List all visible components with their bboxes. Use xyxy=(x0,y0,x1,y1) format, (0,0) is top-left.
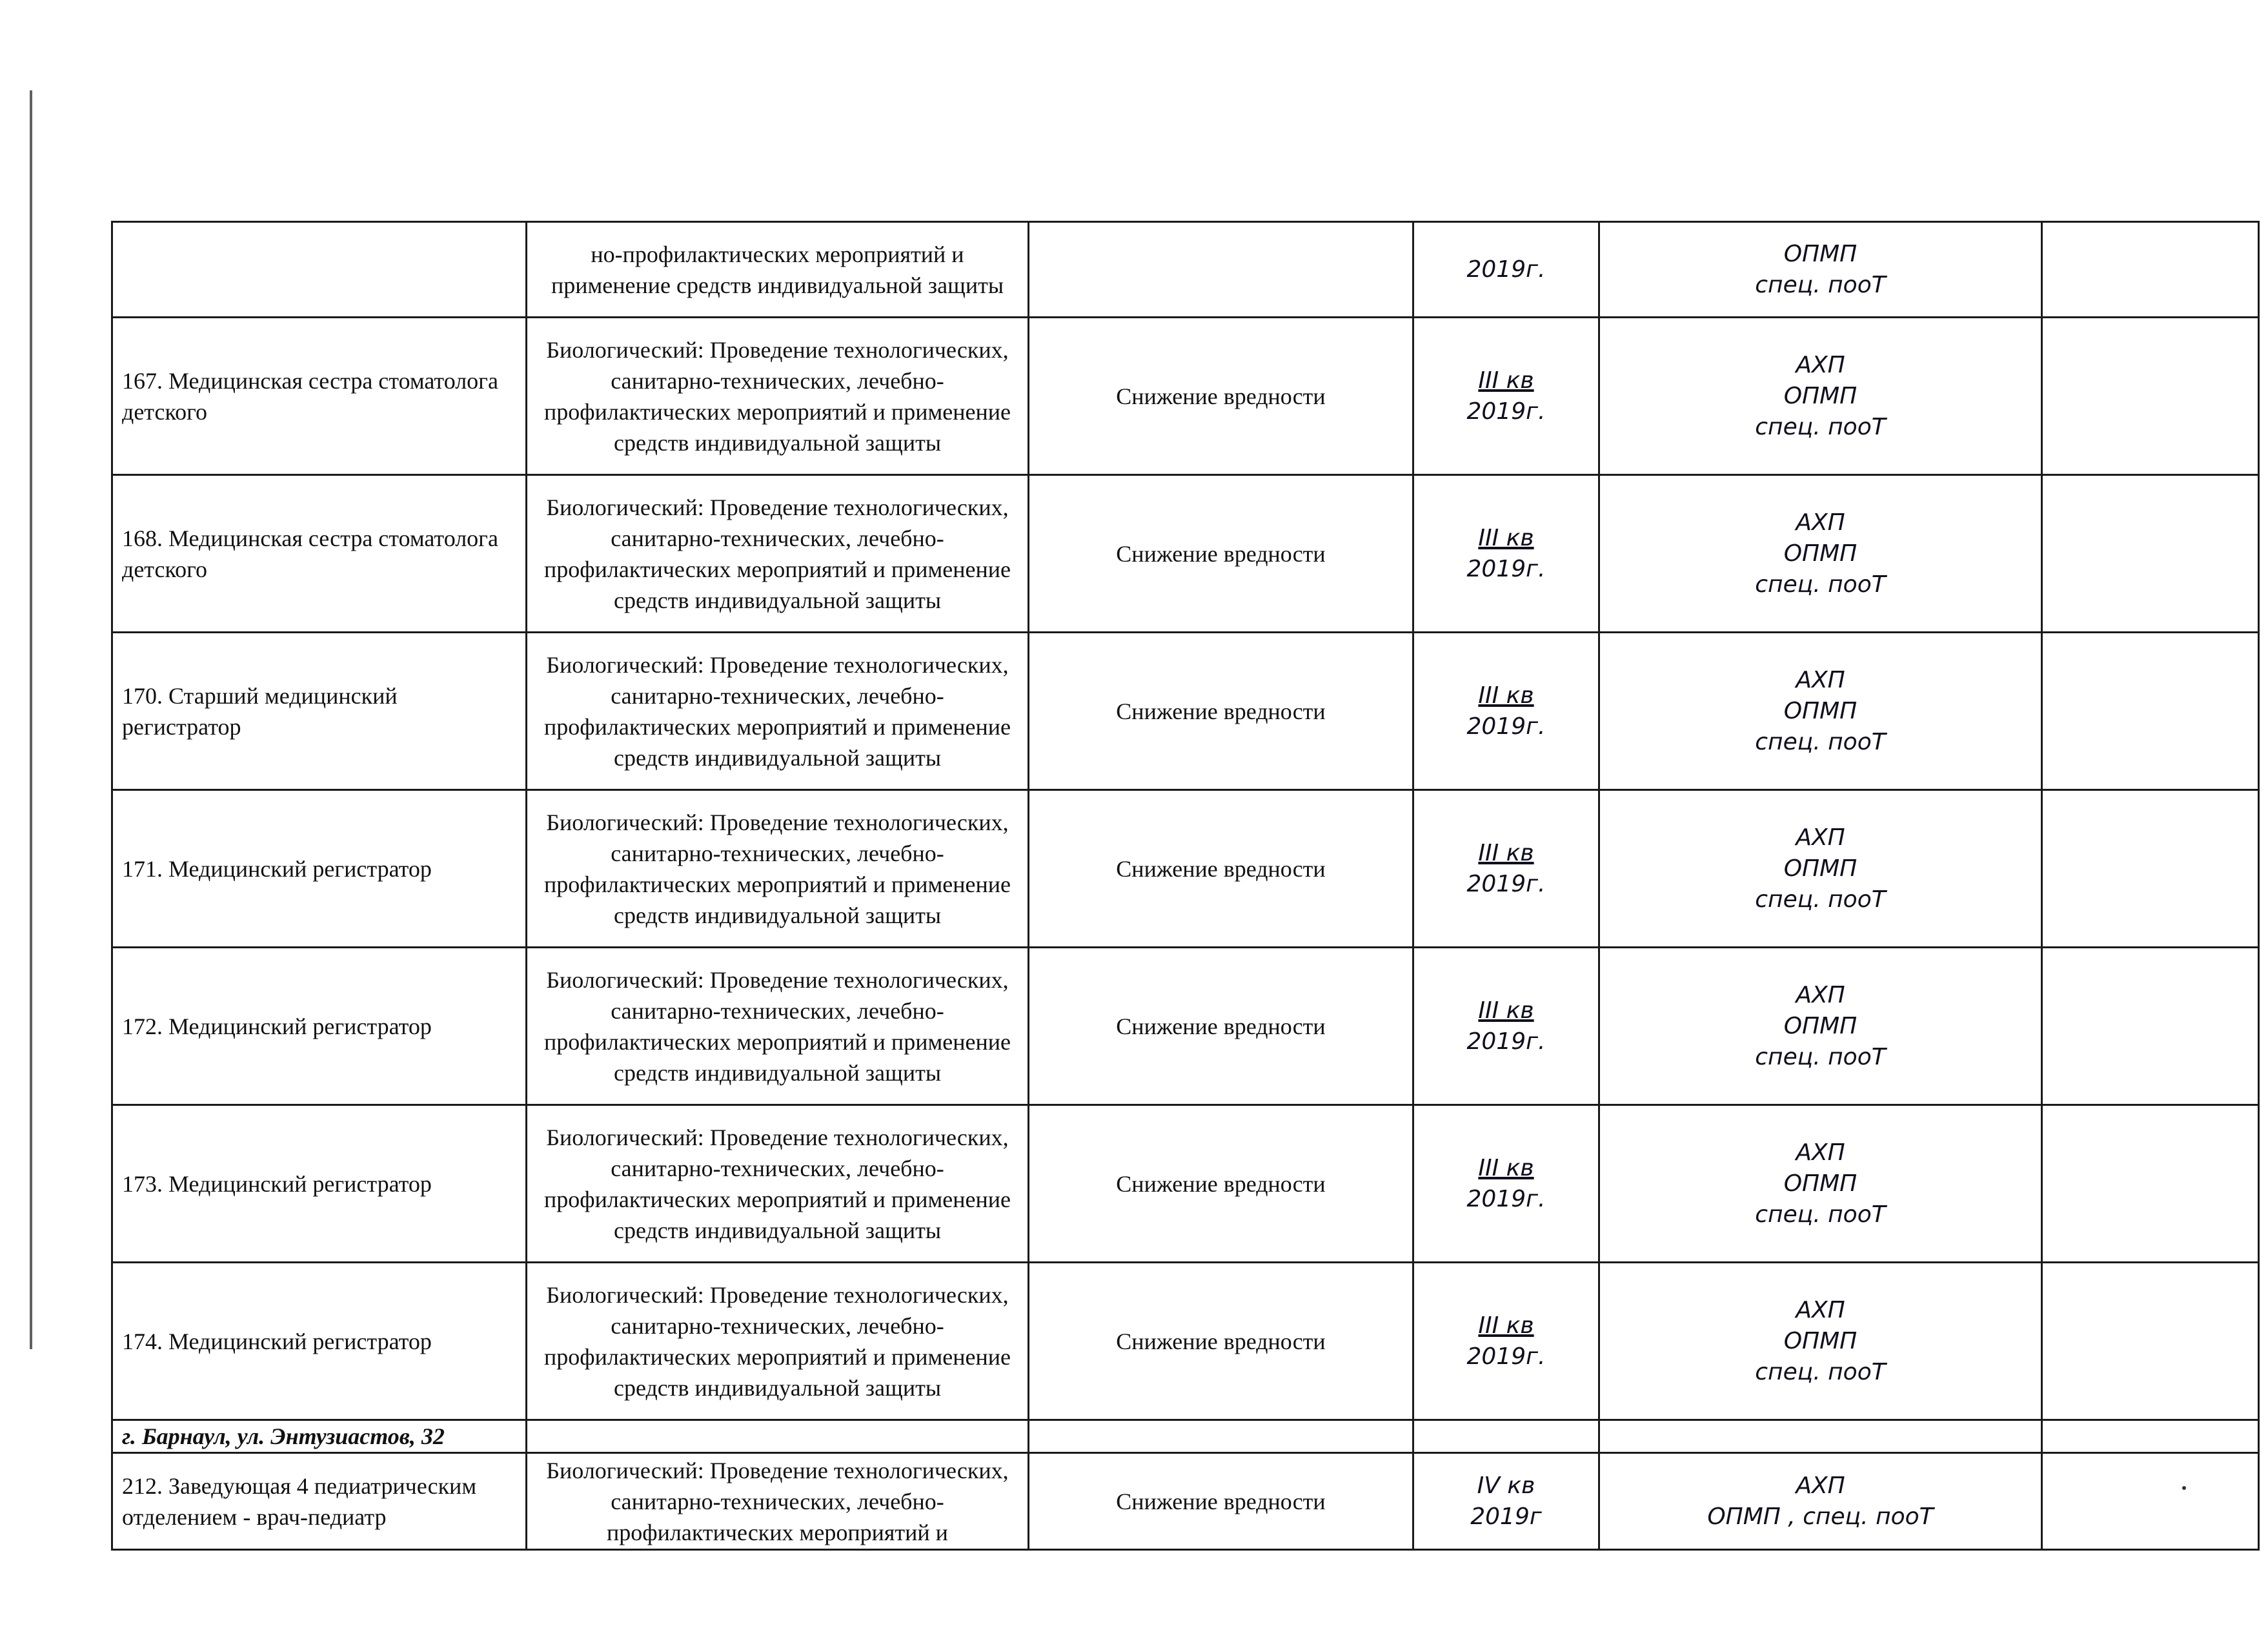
deadline-quarter: III кв xyxy=(1478,524,1534,551)
deadline-cell xyxy=(1413,1105,1599,1263)
deadline-cell xyxy=(1413,1263,1599,1420)
measure-cell: Биологический: Проведение технологических, санитарно-технических, лечебно-профилактических мероприятий и применение средств индивидуальной защиты xyxy=(527,318,1029,475)
responsible-line: ОПМП , спец. пооТ xyxy=(1707,1503,1934,1530)
deadline-year: 2019г xyxy=(1470,1503,1542,1530)
deadline-year: 2019г. xyxy=(1466,870,1546,897)
note-cell xyxy=(2042,948,2259,1105)
deadline-cell xyxy=(1413,475,1599,633)
table-row xyxy=(112,1105,2259,1263)
section-address: г. Барнаул, ул. Энтузиастов, 32 xyxy=(112,1420,527,1453)
deadline-quarter: III кв xyxy=(1478,682,1534,709)
note-cell xyxy=(2042,318,2259,475)
post-cell: 172. Медицинский регистратор xyxy=(112,948,527,1105)
goal-cell: Снижение вредности xyxy=(1029,633,1413,790)
table-row xyxy=(112,475,2259,633)
responsible-cell xyxy=(1599,1453,2042,1550)
responsible-cell xyxy=(1599,790,2042,948)
responsible-line: ОПМП xyxy=(1783,240,1858,267)
measure-cell: Биологический: Проведение технологических, санитарно-технических, лечебно-профилактических мероприятий и xyxy=(527,1453,1029,1550)
responsible-cell xyxy=(1599,318,2042,475)
responsible-line: ОПМП xyxy=(1783,540,1858,567)
post-cell: 174. Медицинский регистратор xyxy=(112,1263,527,1420)
responsible-line: ОПМП xyxy=(1783,1170,1858,1197)
responsible-cell xyxy=(1599,222,2042,318)
table-row xyxy=(112,1263,2259,1420)
note-cell xyxy=(2042,1453,2259,1550)
responsible-line: АХП xyxy=(1796,824,1845,851)
goal-cell xyxy=(1029,222,1413,318)
responsible-line: спец. пооТ xyxy=(1755,728,1886,755)
responsible-line: спец. пооТ xyxy=(1755,271,1886,298)
note-cell xyxy=(2042,1263,2259,1420)
post-cell xyxy=(112,222,527,318)
responsible-line: АХП xyxy=(1796,981,1845,1008)
responsible-line: спец. пооТ xyxy=(1755,413,1886,440)
goal-cell: Снижение вредности xyxy=(1029,948,1413,1105)
measure-cell: Биологический: Проведение технологических, санитарно-технических, лечебно-профилактических мероприятий и применение средств индивидуальной защиты xyxy=(527,633,1029,790)
responsible-line: ОПМП xyxy=(1783,382,1858,409)
section-empty-cell xyxy=(1029,1420,1413,1453)
responsible-line: АХП xyxy=(1796,666,1845,693)
responsible-line: ОПМП xyxy=(1783,697,1858,724)
deadline-cell xyxy=(1413,633,1599,790)
deadline-cell xyxy=(1413,948,1599,1105)
deadline-year: 2019г. xyxy=(1466,555,1546,582)
table-row xyxy=(112,633,2259,790)
deadline-year: 2019г. xyxy=(1466,1028,1546,1055)
responsible-line: ОПМП xyxy=(1783,1327,1858,1354)
section-empty-cell xyxy=(2042,1420,2259,1453)
table-row xyxy=(112,790,2259,948)
deadline-cell xyxy=(1413,790,1599,948)
scan-margin-line xyxy=(30,90,32,1349)
deadline-quarter: III кв xyxy=(1478,1312,1534,1339)
responsible-line: ОПМП xyxy=(1783,1012,1858,1039)
deadline-year: 2019г. xyxy=(1466,256,1546,283)
table-row xyxy=(112,948,2259,1105)
responsible-line: АХП xyxy=(1796,351,1845,378)
deadline-quarter: III кв xyxy=(1478,1154,1534,1181)
responsible-line: спец. пооТ xyxy=(1755,1043,1886,1070)
deadline-quarter: III кв xyxy=(1478,839,1534,866)
deadline-year: 2019г. xyxy=(1466,1185,1546,1212)
post-cell: 212. Заведующая 4 педиатрическим отделением - врач-педиатр xyxy=(112,1453,527,1550)
deadline-cell xyxy=(1413,222,1599,318)
goal-cell: Снижение вредности xyxy=(1029,1263,1413,1420)
deadline-quarter: III кв xyxy=(1478,367,1534,394)
responsible-line: спец. пооТ xyxy=(1755,886,1886,913)
goal-cell: Снижение вредности xyxy=(1029,475,1413,633)
measure-cell: Биологический: Проведение технологических, санитарно-технических, лечебно-профилактических мероприятий и применение средств индивидуальной защиты xyxy=(527,1105,1029,1263)
note-cell xyxy=(2042,222,2259,318)
responsible-cell xyxy=(1599,1105,2042,1263)
post-cell: 167. Медицинская сестра стоматолога детского xyxy=(112,318,527,475)
section-empty-cell xyxy=(1413,1420,1599,1453)
section-row xyxy=(112,1420,2259,1453)
responsible-line: спец. пооТ xyxy=(1755,1201,1886,1228)
post-cell: 173. Медицинский регистратор xyxy=(112,1105,527,1263)
deadline-year: 2019г. xyxy=(1466,713,1546,740)
table-row xyxy=(112,1453,2259,1550)
deadline-quarter: III кв xyxy=(1478,997,1534,1024)
measure-cell: Биологический: Проведение технологических, санитарно-технических, лечебно-профилактических мероприятий и применение средств индивидуальной защиты xyxy=(527,475,1029,633)
responsible-line: АХП xyxy=(1796,1139,1845,1166)
measure-cell: Биологический: Проведение технологических, санитарно-технических, лечебно-профилактических мероприятий и применение средств индивидуальной защиты xyxy=(527,790,1029,948)
deadline-year: 2019г. xyxy=(1466,398,1546,425)
responsible-cell xyxy=(1599,1263,2042,1420)
note-cell xyxy=(2042,633,2259,790)
post-cell: 168. Медицинская сестра стоматолога детского xyxy=(112,475,527,633)
note-cell xyxy=(2042,475,2259,633)
goal-cell: Снижение вредности xyxy=(1029,790,1413,948)
deadline-year: 2019г. xyxy=(1466,1343,1546,1370)
responsible-line: АХП xyxy=(1796,1296,1845,1323)
measure-cell: но-профилактических мероприятий и применение средств индивидуальной защиты xyxy=(527,222,1029,318)
post-cell: 171. Медицинский регистратор xyxy=(112,790,527,948)
goal-cell: Снижение вредности xyxy=(1029,1105,1413,1263)
responsible-line: АХП xyxy=(1796,1472,1845,1499)
responsible-cell xyxy=(1599,948,2042,1105)
section-empty-cell xyxy=(527,1420,1029,1453)
responsible-line: спец. пооТ xyxy=(1755,571,1886,598)
goal-cell: Снижение вредности xyxy=(1029,1453,1413,1550)
measure-cell: Биологический: Проведение технологических, санитарно-технических, лечебно-профилактических мероприятий и применение средств индивидуальной защиты xyxy=(527,1263,1029,1420)
responsible-cell xyxy=(1599,475,2042,633)
responsible-line: ОПМП xyxy=(1783,855,1858,882)
deadline-cell xyxy=(1413,1453,1599,1550)
goal-cell: Снижение вредности xyxy=(1029,318,1413,475)
note-cell xyxy=(2042,790,2259,948)
measure-cell: Биологический: Проведение технологических, санитарно-технических, лечебно-профилактических мероприятий и применение средств индивидуальной защиты xyxy=(527,948,1029,1105)
deadline-cell xyxy=(1413,318,1599,475)
responsible-line: спец. пооТ xyxy=(1755,1358,1886,1385)
note-cell xyxy=(2042,1105,2259,1263)
table-row xyxy=(112,318,2259,475)
measures-table xyxy=(111,221,2260,1551)
deadline-quarter: IV кв xyxy=(1477,1472,1535,1499)
post-cell: 170. Старший медицинский регистратор xyxy=(112,633,527,790)
table-row xyxy=(112,222,2259,318)
responsible-cell xyxy=(1599,633,2042,790)
section-empty-cell xyxy=(1599,1420,2042,1453)
responsible-line: АХП xyxy=(1796,509,1845,536)
